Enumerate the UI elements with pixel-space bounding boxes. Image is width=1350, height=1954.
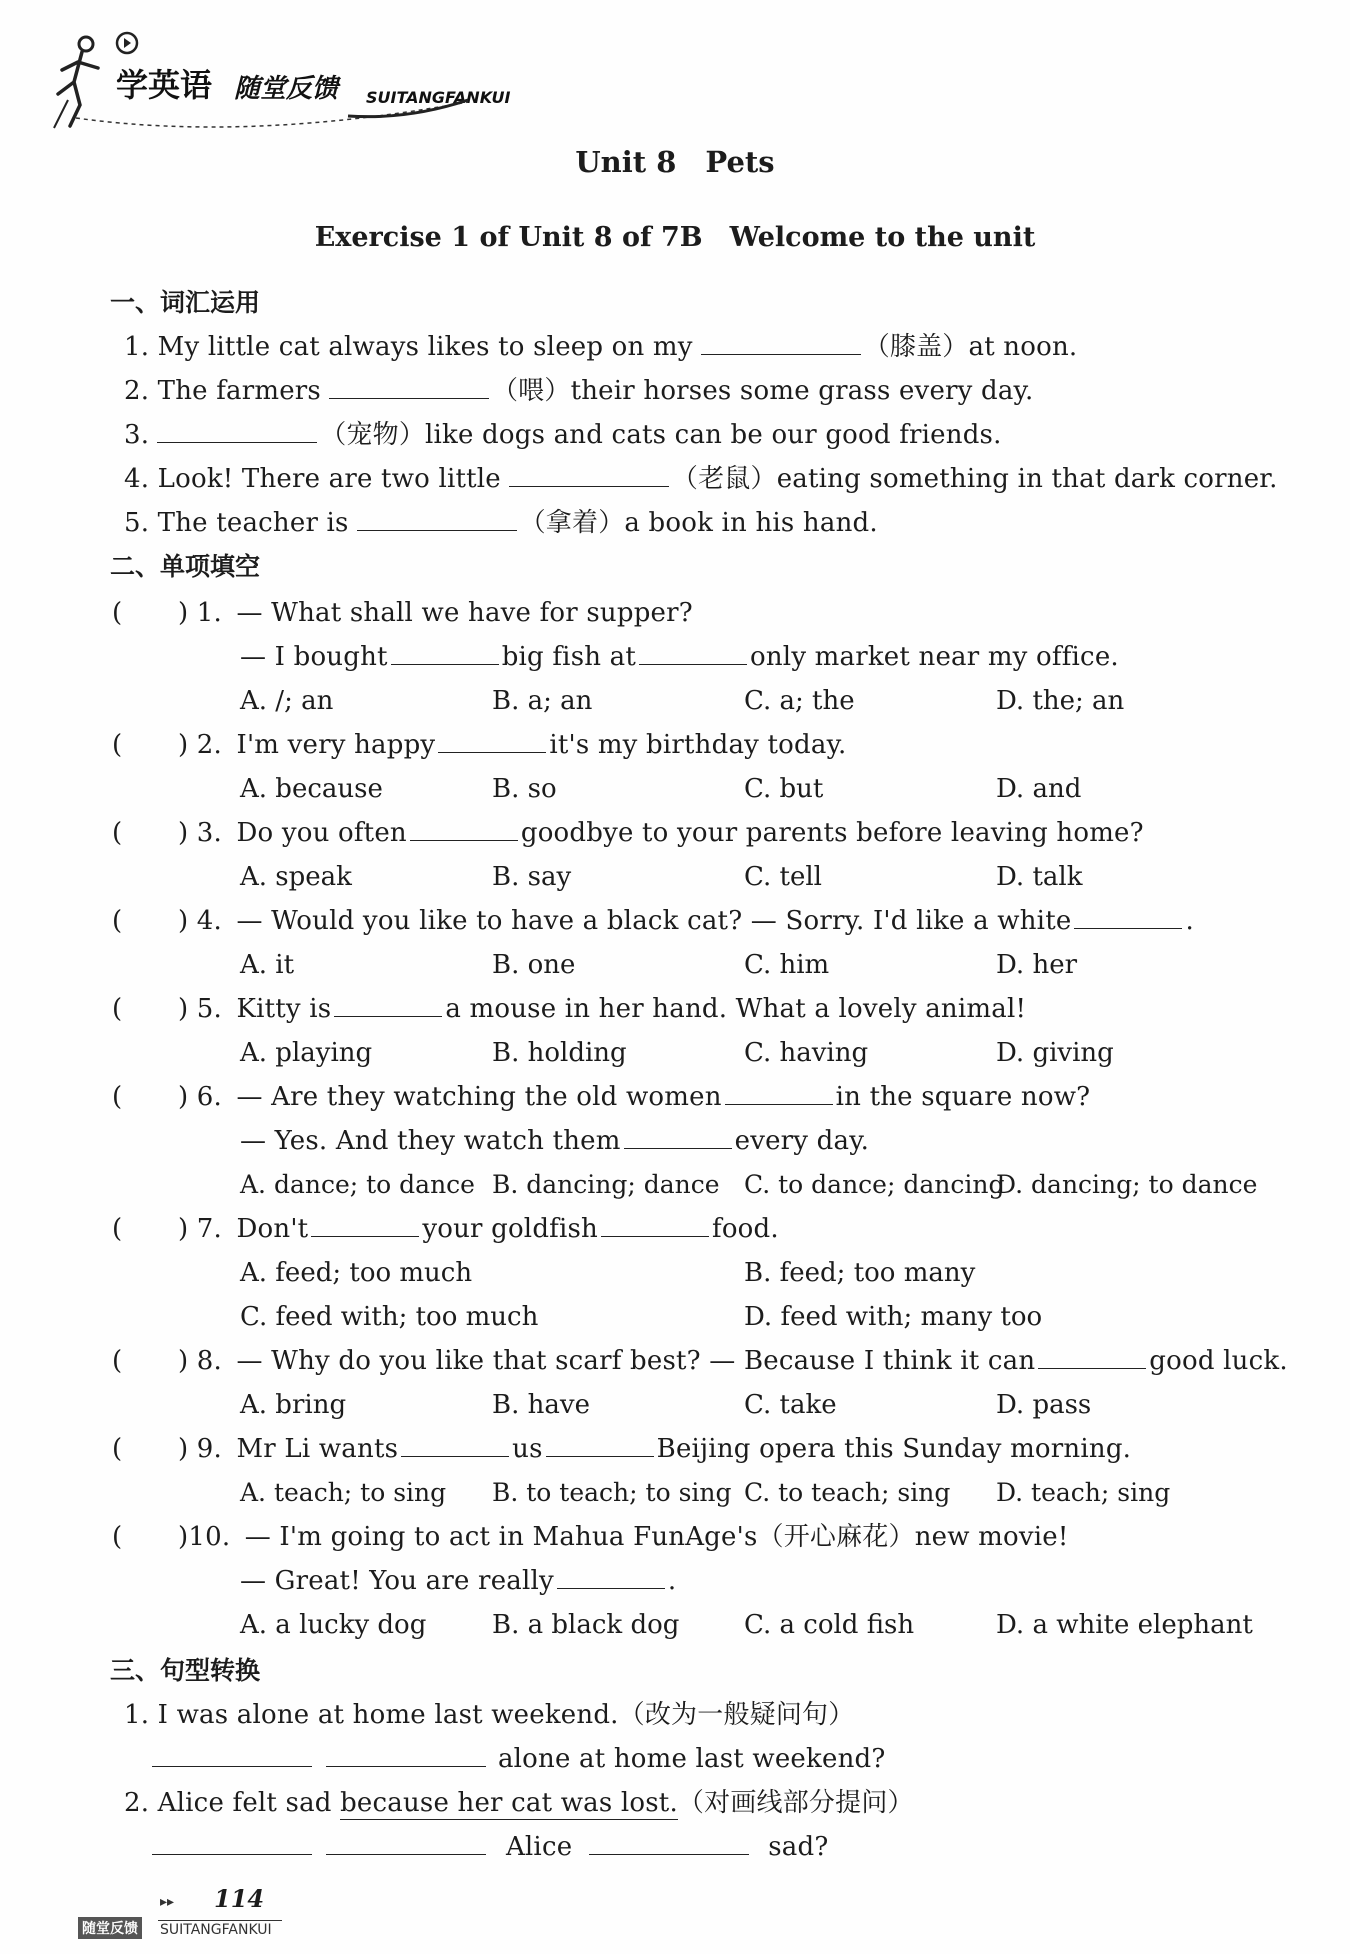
option-a[interactable]: A. teach; to sing <box>240 1478 447 1507</box>
question-9: ) 9. Mr Li wants us Beijing opera this Sunday morning. <box>178 1434 1132 1464</box>
question-1: ) 1. — What shall we have for supper? <box>178 598 693 628</box>
answer-blank[interactable] <box>438 728 546 753</box>
answer-blank[interactable] <box>557 1564 665 1589</box>
question-6-line2: — Yes. And they watch them every day. <box>240 1126 870 1156</box>
option-a[interactable]: A. dance; to dance <box>240 1170 475 1199</box>
option-d[interactable]: D. giving <box>996 1038 1114 1068</box>
option-a[interactable]: A. /; an <box>240 686 334 716</box>
answer-paren[interactable]: ( <box>112 730 123 760</box>
transform-item-1: 1. I was alone at home last weekend.（改为一般疑问句） <box>124 1700 855 1730</box>
section2-heading: 二、单项填空 <box>110 552 261 581</box>
answer-blank[interactable] <box>152 1742 312 1767</box>
option-b[interactable]: B. have <box>492 1390 590 1420</box>
option-a[interactable]: A. because <box>240 774 383 804</box>
footer-rule <box>158 1920 282 1921</box>
question-6: ) 6. — Are they watching the old women in the square now? <box>178 1082 1091 1112</box>
logo-sub: 随堂反馈 <box>234 74 339 104</box>
option-d[interactable]: D. talk <box>996 862 1083 892</box>
question-5: ) 5. Kitty is a mouse in her hand. What a lovely animal! <box>178 994 1027 1024</box>
answer-blank[interactable] <box>509 462 669 487</box>
option-d[interactable]: D. pass <box>996 1390 1092 1420</box>
answer-blank[interactable] <box>589 1830 749 1855</box>
option-d[interactable]: D. the; an <box>996 686 1125 716</box>
vocab-item-4: 4. Look! There are two little （老鼠）eating something in that dark corner. <box>124 464 1278 494</box>
option-a[interactable]: A. feed; too much <box>240 1258 473 1288</box>
vocab-item-2: 2. The farmers （喂）their horses some grass every day. <box>124 376 1034 406</box>
option-c[interactable]: C. a cold fish <box>744 1610 915 1640</box>
exercise-title: Exercise 1 of Unit 8 of 7B Welcome to the unit <box>314 222 1036 253</box>
answer-blank[interactable] <box>391 640 499 665</box>
answer-blank[interactable] <box>329 374 489 399</box>
answer-paren[interactable]: ( <box>112 818 123 848</box>
question-10: )10. — I'm going to act in Mahua FunAge's（开心麻花）new movie! <box>178 1522 1069 1552</box>
section3-heading: 三、句型转换 <box>110 1656 261 1685</box>
option-d[interactable]: D. her <box>996 950 1078 980</box>
option-c[interactable]: C. to teach; sing <box>744 1478 951 1507</box>
option-b[interactable]: B. to teach; to sing <box>492 1478 732 1507</box>
option-c[interactable]: C. tell <box>744 862 822 892</box>
logo-swoosh <box>48 30 538 130</box>
question-10-line2: — Great! You are really . <box>240 1566 677 1596</box>
answer-paren[interactable]: ( <box>112 1522 123 1552</box>
option-d[interactable]: D. a white elephant <box>996 1610 1253 1640</box>
answer-blank[interactable] <box>1074 904 1182 929</box>
transform-item-2-answer: Alice sad? <box>152 1830 828 1864</box>
answer-blank[interactable] <box>410 816 518 841</box>
option-b[interactable]: B. a black dog <box>492 1610 680 1640</box>
question-4: ) 4. — Would you like to have a black cat? — Sorry. I'd like a white . <box>178 906 1194 936</box>
footer-label: 随堂反馈 <box>78 1917 142 1939</box>
answer-paren[interactable]: ( <box>112 598 123 628</box>
answer-paren[interactable]: ( <box>112 1346 123 1376</box>
unit-title: Unit 8 Pets <box>575 145 775 179</box>
option-b[interactable]: B. holding <box>492 1038 627 1068</box>
logo-text: 学英语 <box>116 66 213 104</box>
question-8: ) 8. — Why do you like that scarf best? — Because I think it can good luck. <box>178 1346 1288 1376</box>
option-b[interactable]: B. dancing; dance <box>492 1170 720 1199</box>
question-1-line2: — I bought big fish at only market near my office. <box>240 642 1119 672</box>
option-d[interactable]: D. and <box>996 774 1082 804</box>
answer-blank[interactable] <box>311 1212 419 1237</box>
answer-blank[interactable] <box>326 1830 486 1855</box>
answer-blank[interactable] <box>639 640 747 665</box>
option-c[interactable]: C. to dance; dancing <box>744 1170 1005 1199</box>
answer-paren[interactable]: ( <box>112 906 123 936</box>
answer-blank[interactable] <box>152 1830 312 1855</box>
option-c[interactable]: C. having <box>744 1038 869 1068</box>
option-b[interactable]: B. say <box>492 862 572 892</box>
option-d[interactable]: D. dancing; to dance <box>996 1170 1258 1199</box>
question-2: ) 2. I'm very happy it's my birthday today. <box>178 730 847 760</box>
answer-blank[interactable] <box>1038 1344 1146 1369</box>
option-b[interactable]: B. a; an <box>492 686 593 716</box>
option-c[interactable]: C. but <box>744 774 824 804</box>
footer-pinyin: SUITANGFANKUI <box>160 1922 272 1938</box>
page-number: 114 <box>214 1884 265 1913</box>
answer-paren[interactable]: ( <box>112 1082 123 1112</box>
option-a[interactable]: A. bring <box>240 1390 347 1420</box>
option-a[interactable]: A. a lucky dog <box>240 1610 427 1640</box>
option-d[interactable]: D. feed with; many too <box>744 1302 1043 1332</box>
answer-blank[interactable] <box>334 992 442 1017</box>
transform-item-1-answer: alone at home last weekend? <box>152 1742 886 1776</box>
question-7: ) 7. Don't your goldfish food. <box>178 1214 779 1244</box>
option-a[interactable]: A. it <box>240 950 295 980</box>
answer-paren[interactable]: ( <box>112 1434 123 1464</box>
answer-paren[interactable]: ( <box>112 1214 123 1244</box>
vocab-item-1: 1. My little cat always likes to sleep on my （膝盖）at noon. <box>124 332 1078 362</box>
option-c[interactable]: C. a; the <box>744 686 855 716</box>
header-logo <box>48 30 538 130</box>
answer-blank[interactable] <box>701 330 861 355</box>
answer-blank[interactable] <box>401 1432 509 1457</box>
option-c[interactable]: C. him <box>744 950 830 980</box>
transform-item-2: 2. Alice felt sad because her cat was lost.（对画线部分提问） <box>124 1788 914 1818</box>
answer-blank[interactable] <box>157 418 317 443</box>
answer-blank[interactable] <box>357 506 517 531</box>
answer-blank[interactable] <box>725 1080 833 1105</box>
logo-pinyin: SUITANGFANKUI <box>366 88 511 107</box>
answer-blank[interactable] <box>601 1212 709 1237</box>
option-d[interactable]: D. teach; sing <box>996 1478 1171 1507</box>
section1-heading: 一、词汇运用 <box>110 288 261 317</box>
question-3: ) 3. Do you often goodbye to your parents before leaving home? <box>178 818 1144 848</box>
vocab-item-5: 5. The teacher is （拿着）a book in his hand. <box>124 508 878 538</box>
answer-blank[interactable] <box>624 1124 732 1149</box>
answer-blank[interactable] <box>546 1432 654 1457</box>
option-b[interactable]: B. one <box>492 950 576 980</box>
option-a[interactable]: A. playing <box>240 1038 373 1068</box>
answer-blank[interactable] <box>326 1742 486 1767</box>
option-c[interactable]: C. feed with; too much <box>240 1302 539 1332</box>
option-b[interactable]: B. so <box>492 774 557 804</box>
answer-paren[interactable]: ( <box>112 994 123 1024</box>
option-c[interactable]: C. take <box>744 1390 837 1420</box>
option-b[interactable]: B. feed; too many <box>744 1258 976 1288</box>
option-a[interactable]: A. speak <box>240 862 352 892</box>
underlined-phrase: because her cat was lost. <box>340 1788 678 1818</box>
vocab-item-3: 3. （宠物）like dogs and cats can be our good friends. <box>124 420 1002 450</box>
footer-arrows-icon: ▸▸ <box>160 1894 175 1910</box>
